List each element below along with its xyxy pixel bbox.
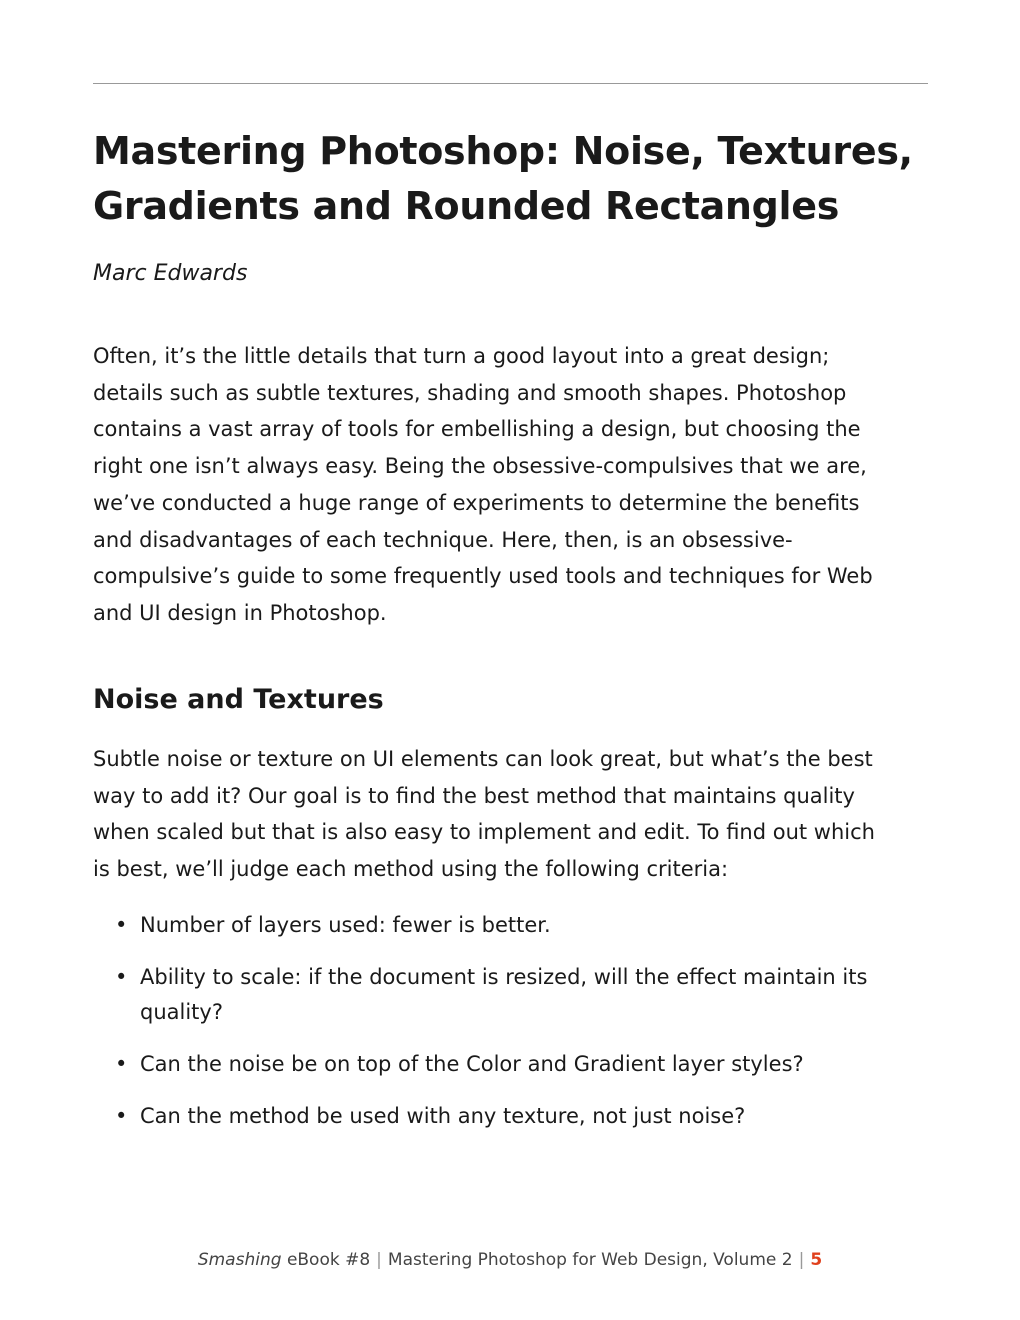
text-line: Often, it’s the little details that turn a good layout into a great design; (93, 344, 830, 368)
text-line: when scaled but that is also easy to implement and edit. To find out which (93, 820, 875, 845)
list-item (93, 1099, 867, 1134)
list-item-text: • Can the method be used with any texture, not just noise? (140, 1104, 746, 1128)
footer-separator: | (376, 1250, 382, 1270)
text-line: compulsive’s guide to some frequently used tools and techniques for Web (93, 564, 873, 589)
list-item-text: • Can the noise be on top of the Color and Gradient layer styles? (140, 1052, 804, 1076)
text-line: we’ve conducted a huge range of experiments to determine the benefits (93, 490, 860, 515)
section-paragraph (93, 741, 875, 888)
list-item-text: • Ability to scale: if the document is resized, will the effect maintain its (140, 965, 868, 989)
author: Marc Edwards (93, 261, 248, 286)
footer-book-title: Mastering Photoshop for Web Design, Volume 2 (387, 1250, 793, 1270)
list-item (93, 908, 867, 943)
list-item (93, 960, 867, 1030)
text-line: and UI design in Photoshop. (93, 600, 387, 625)
text-line: right one isn’t always easy. Being the obsessive-compulsives that we are, (93, 454, 867, 479)
text-line: is best, we’ll judge each method using the following criteria: (93, 857, 729, 882)
title-line: Mastering Photoshop: Noise, Textures, (93, 129, 913, 173)
intro-paragraph (93, 338, 873, 632)
page-title (93, 124, 913, 234)
text-line: and disadvantages of each technique. Here, then, is an obsessive- (93, 527, 793, 552)
text-line: details such as subtle textures, shading and smooth shapes. Photoshop (93, 380, 847, 405)
footer-separator: | (798, 1250, 805, 1270)
header-rule (93, 83, 928, 84)
section-heading: Noise and Textures (93, 684, 384, 715)
list-item-text: quality? (140, 1000, 223, 1024)
text-line: contains a vast array of tools for embellishing a design, but choosing the (93, 417, 861, 442)
page-footer (0, 1250, 1020, 1270)
criteria-list (93, 908, 867, 1151)
text-line: way to add it? Our goal is to find the best method that maintains quality (93, 783, 855, 808)
title-line: Gradients and Rounded Rectangles (93, 184, 840, 228)
footer-ebook: eBook #8 (286, 1250, 371, 1270)
list-item (93, 1047, 867, 1082)
list-item-text: • Number of layers used: fewer is better. (140, 913, 551, 937)
footer-brand: Smashing (197, 1250, 282, 1270)
page-number: 5 (810, 1250, 823, 1270)
text-line: Subtle noise or texture on UI elements can look great, but what’s the best (93, 747, 873, 771)
